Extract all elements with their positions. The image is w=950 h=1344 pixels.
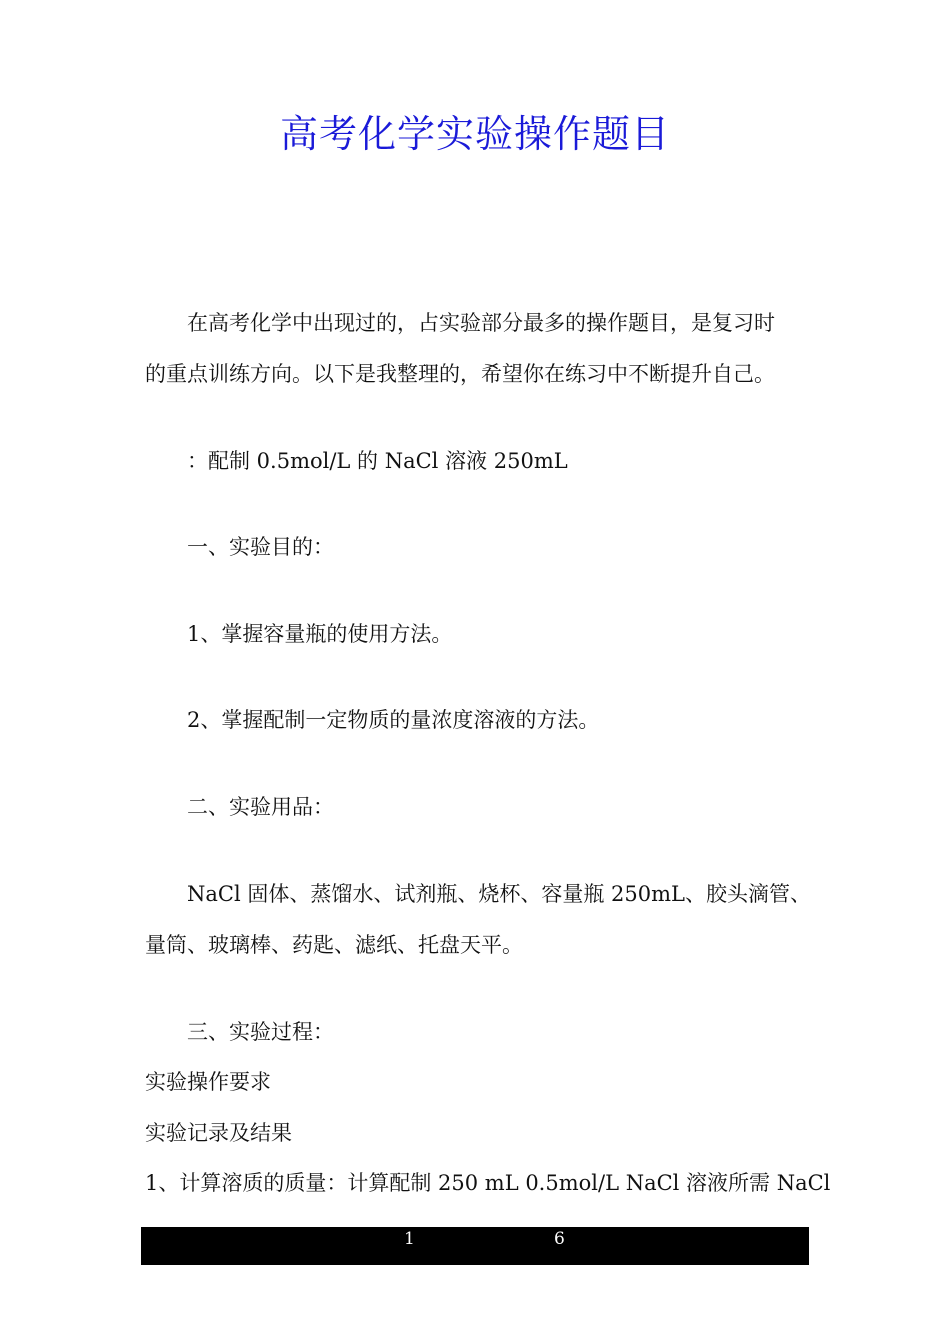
materials-line-2: 量筒、玻璃棒、药匙、滤纸、托盘天平。 — [145, 933, 523, 957]
column-header-operation: 实验操作要求 — [145, 1070, 271, 1094]
section-heading-materials: 二、实验用品： — [187, 795, 334, 819]
purpose-item-1: 1、掌握容量瓶的使用方法。 — [187, 622, 453, 646]
section-heading-process: 三、实验过程： — [187, 1020, 334, 1044]
purpose-item-2: 2、掌握配制一定物质的量浓度溶液的方法。 — [187, 708, 600, 732]
document-title: 高考化学实验操作题目 — [279, 112, 670, 156]
page-number-current: 1 — [404, 1229, 415, 1249]
page-number-total: 6 — [554, 1229, 565, 1249]
intro-paragraph-line-2: 的重点训练方向。以下是我整理的，希望你在练习中不断提升自己。 — [145, 362, 775, 386]
task-statement: ：配制 0.5mol/L 的 NaCl 溶液 250mL — [187, 449, 568, 473]
page-footer-bar — [141, 1227, 809, 1265]
column-header-record: 实验记录及结果 — [145, 1121, 292, 1145]
section-heading-purpose: 一、实验目的： — [187, 535, 334, 559]
process-step-1: 1、计算溶质的质量：计算配制 250 mL 0.5mol/L NaCl 溶液所需 NaCl — [145, 1171, 831, 1195]
materials-line-1: NaCl 固体、蒸馏水、试剂瓶、烧杯、容量瓶 250mL、胶头滴管、 — [187, 882, 811, 906]
intro-paragraph-line-1: 在高考化学中出现过的，占实验部分最多的操作题目，是复习时 — [187, 311, 775, 335]
